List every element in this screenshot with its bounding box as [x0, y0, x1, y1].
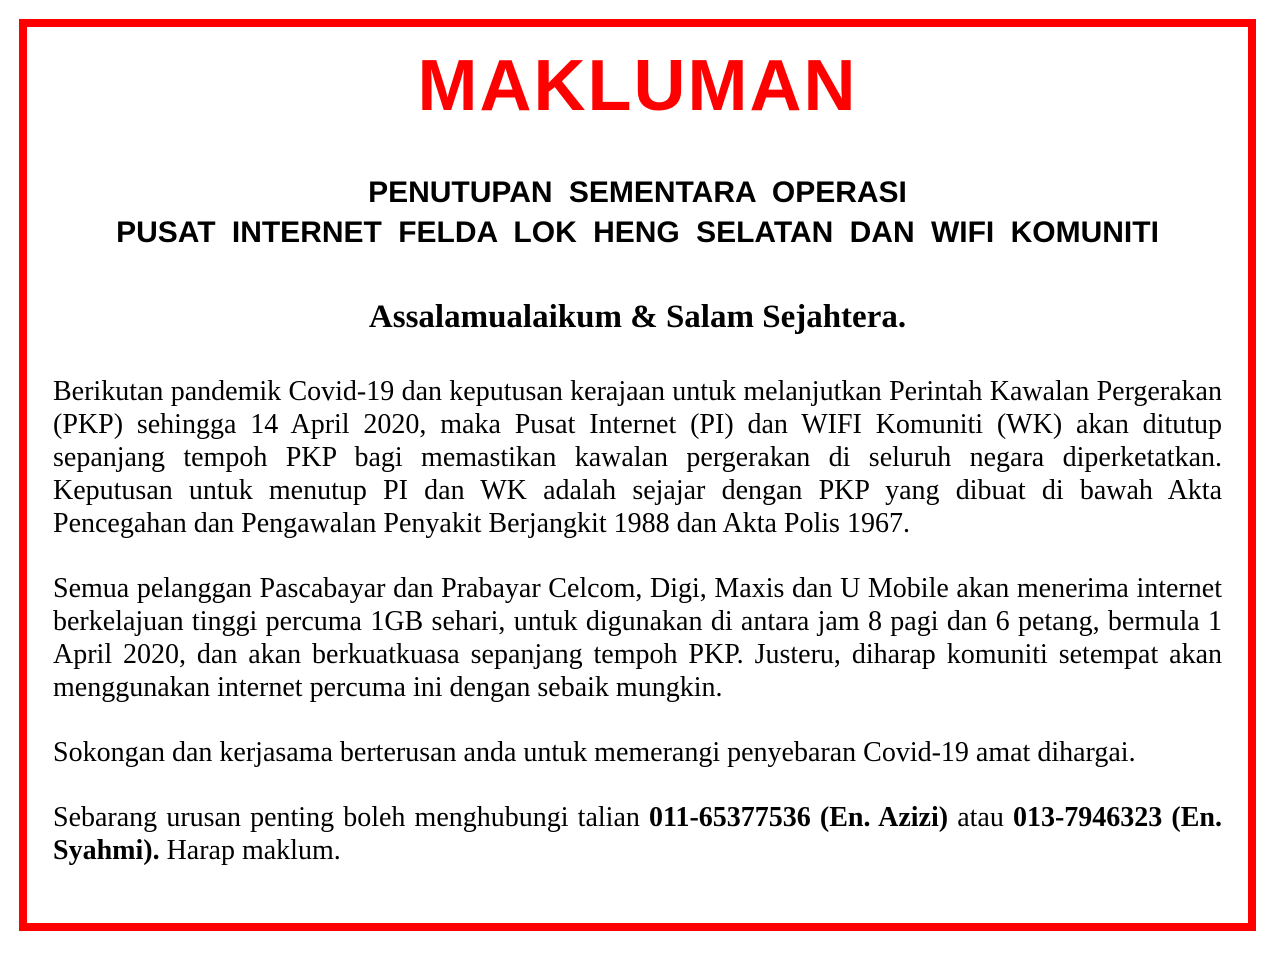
greeting-text: Assalamualaikum & Salam Sejahtera. [368, 299, 907, 335]
contact-connector: atau [948, 802, 1013, 833]
subtitle-line-2: PUSAT INTERNET FELDA LOK HENG SELATAN DAN WIFI KOMUNITI [116, 216, 1159, 249]
contact-phone-syahmi: 013-7946323 (En. Syahmi). [53, 802, 1223, 866]
paragraph-free-internet: Semua pelanggan Pascabayar dan Prabayar Celcom, Digi, Maxis dan U Mobile akan menerima internet berkelajuan tinggi percuma 1GB sehari, untuk digunakan di antara jam 8 pagi dan 6 petang, bermula 1 April 2020, dan akan berkuatkuasa sepanjang tempoh PKP. Justeru, diharap komuniti setempat akan menggunakan internet percuma ini dengan sebaik mungkin. [53, 573, 1222, 703]
contact-prefix: Sebarang urusan penting boleh menghubungi talian [53, 802, 650, 833]
paragraph-support: Sokongan dan kerjasama berterusan anda untuk memerangi penyebaran Covid-19 amat dihargai. [53, 737, 1136, 768]
paragraph-pkp-closure: Berikutan pandemik Covid-19 dan keputusan kerajaan untuk melanjutkan Perintah Kawalan Pergerakan (PKP) sehingga 14 April 2020, maka Pusat Internet (PI) dan WIFI Komuniti (WK) akan ditutup sepanjang tempoh PKP bagi memastikan kawalan pergerakan di seluruh negara diperketatkan. Keputusan untuk menutup PI dan WK adalah sejajar dengan PKP yang dibuat di bawah Akta Pencegahan dan Pengawalan Penyakit Berjangkit 1988 dan Akta Polis 1967. [53, 376, 1222, 539]
red-border-frame [19, 19, 1256, 931]
contact-phone-azizi: 011-65377536 (En. Azizi) [649, 802, 949, 833]
subtitle-line-1: PENUTUPAN SEMENTARA OPERASI [368, 176, 907, 209]
notice-title: MAKLUMAN [417, 46, 858, 126]
notice-subtitle [53, 173, 1222, 253]
contact-suffix: Harap maklum. [159, 835, 341, 866]
paragraph-contact [53, 801, 1222, 867]
